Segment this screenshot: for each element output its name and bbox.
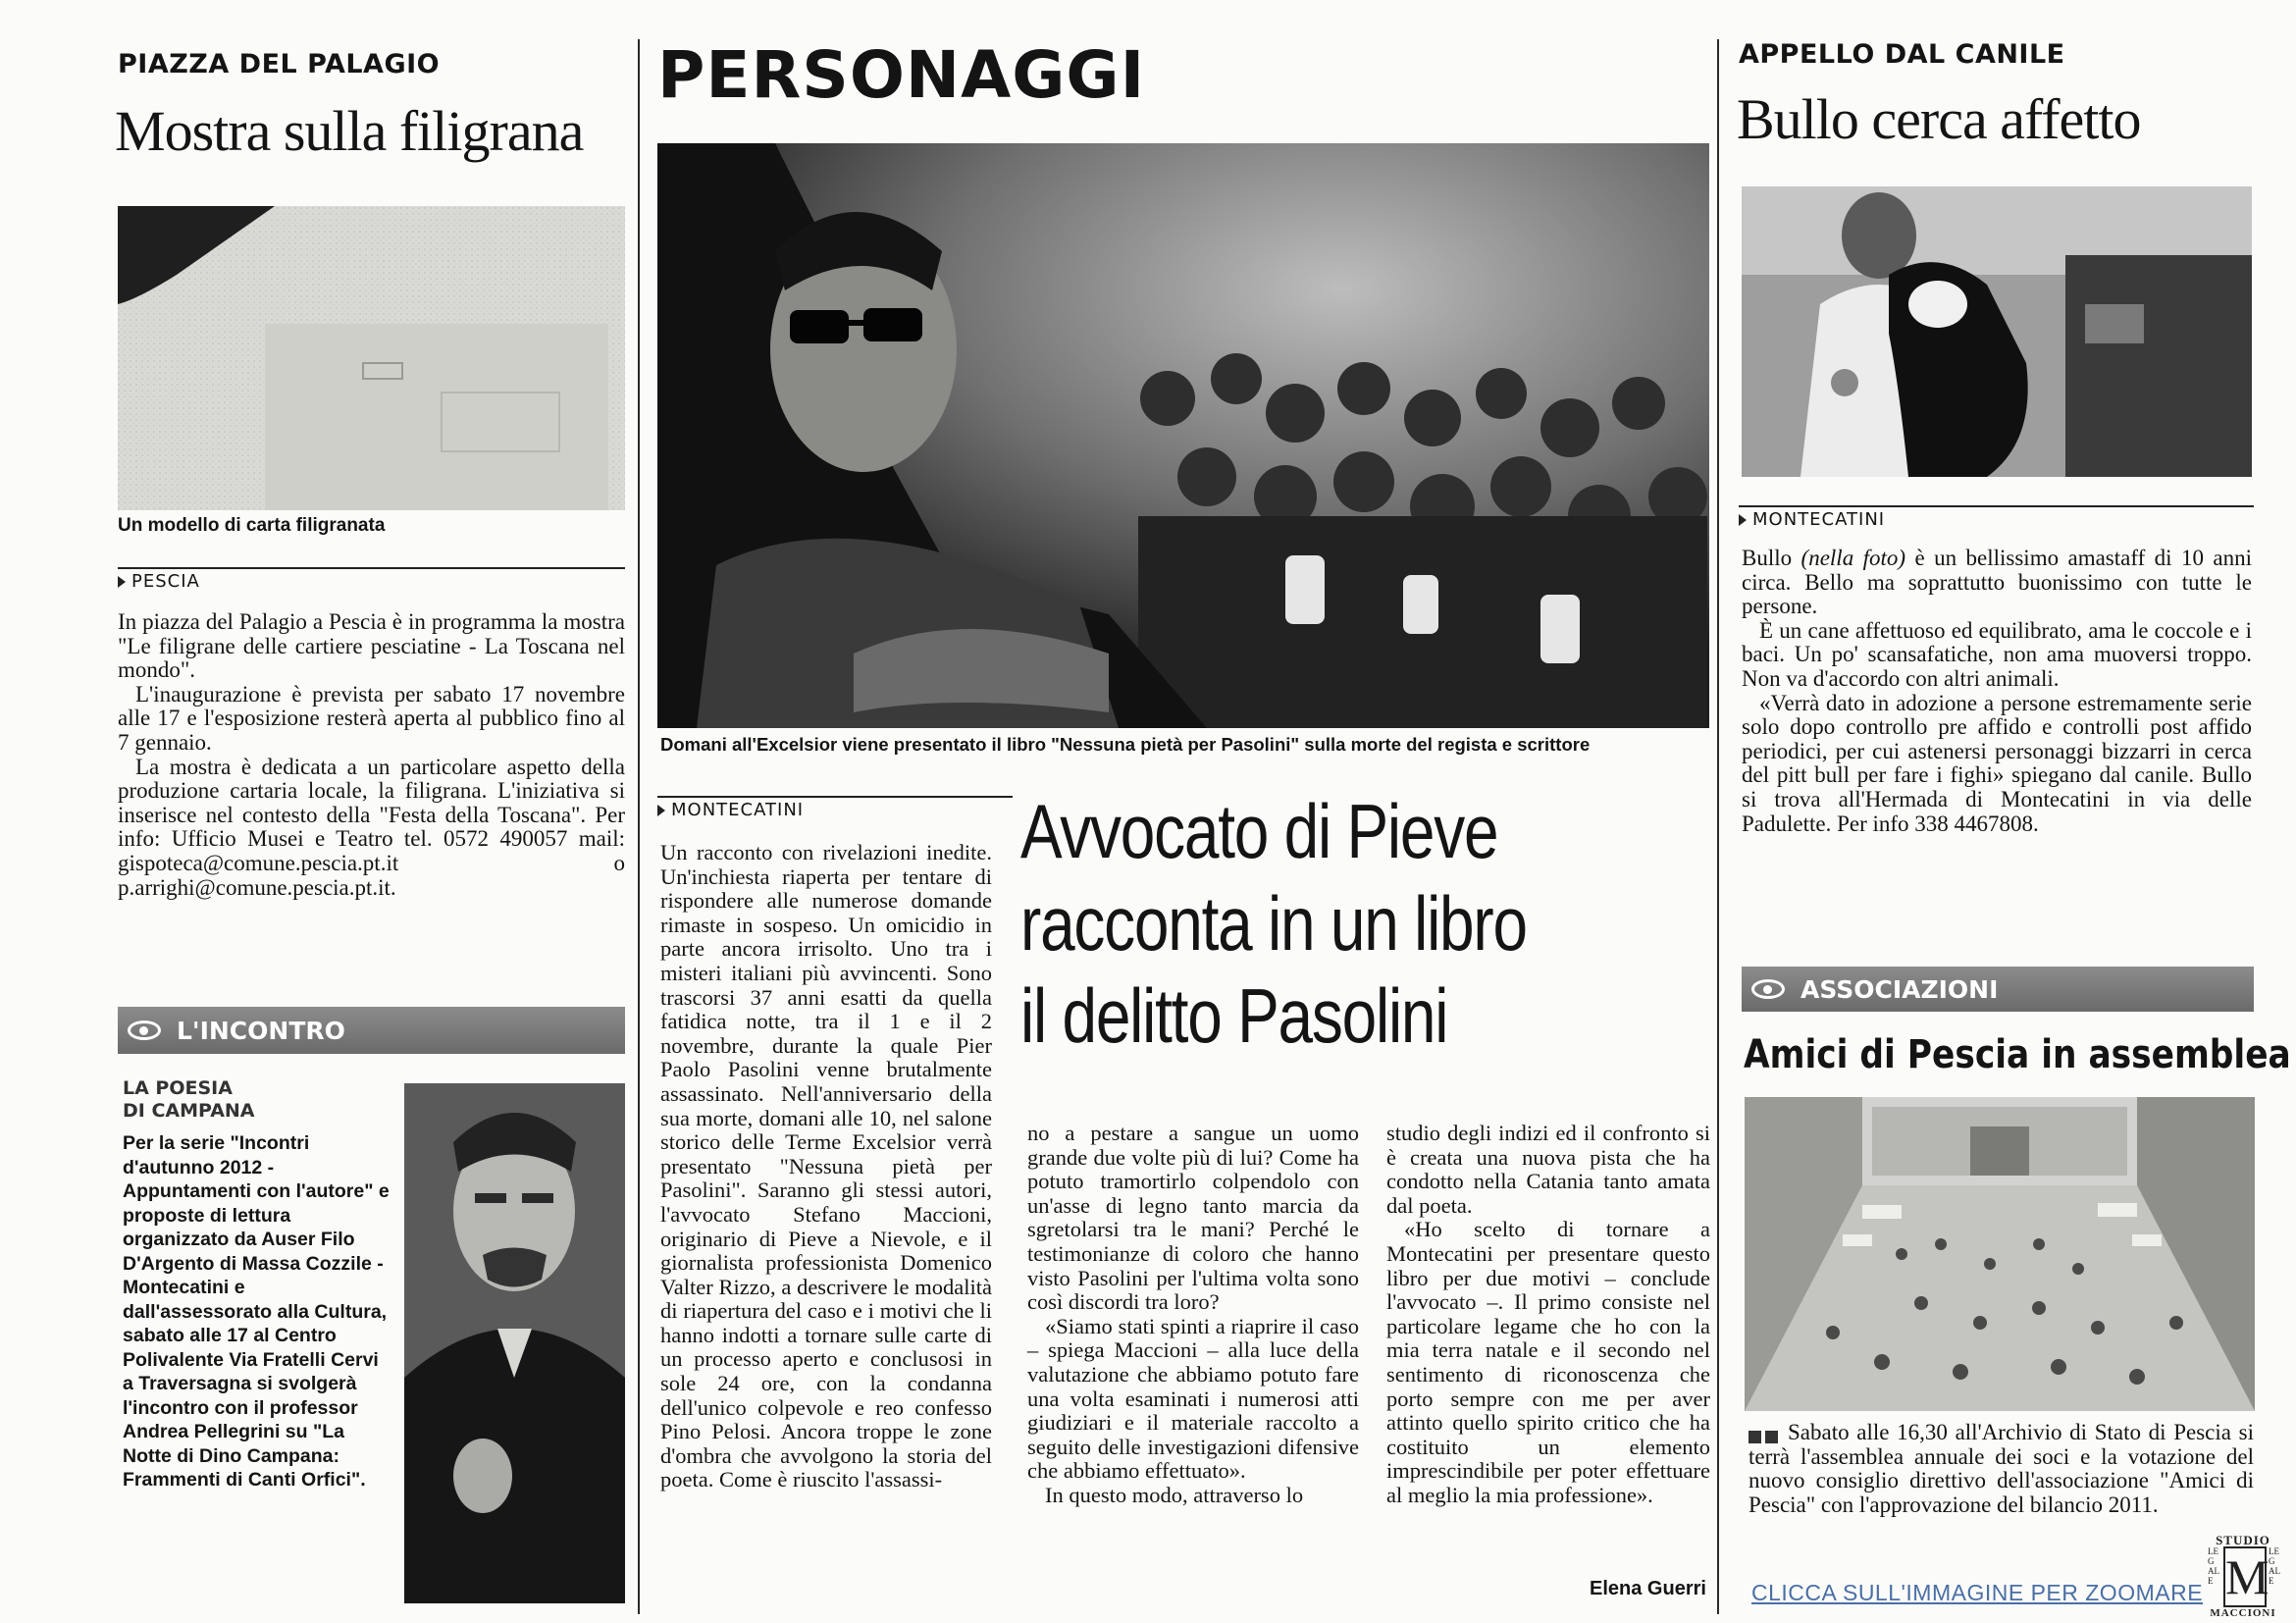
right-article-body	[1742, 547, 2252, 836]
main-article-col1	[660, 841, 992, 1492]
kicker-line: LA POESIA	[123, 1077, 233, 1099]
paragraph: In questo modo, attraverso lo	[1045, 1482, 1304, 1507]
logo-top-text: STUDIO	[2216, 1533, 2270, 1547]
associazioni-text: Sabato alle 16,30 all'Archivio di Stato di Pescia si terrà l'assemblea annuale dei soci e la votazione del nuovo consiglio direttivo dell'associazione "Amici di Pescia" con l'approvazione del bilancio 2011.	[1748, 1420, 2254, 1517]
right-location-tag	[1739, 505, 2254, 530]
location-label: MONTECATINI	[1752, 509, 1886, 530]
logo-bottom-text: MACCIONI	[2210, 1607, 2276, 1619]
incontro-kicker	[123, 1077, 255, 1123]
right-title: Bullo cerca affetto	[1737, 87, 2141, 151]
main-location-tag	[657, 796, 1013, 820]
pasolini-photo	[657, 143, 1709, 728]
triangle-icon	[657, 805, 665, 816]
logo-side-right: LEGALE	[2269, 1546, 2280, 1586]
eye-icon	[1751, 979, 1785, 999]
dog-photo	[1742, 186, 2252, 477]
byline: Elena Guerri	[1590, 1578, 1706, 1599]
headline-line: il delitto Pasolini	[1020, 972, 1448, 1059]
headline-line: racconta in un libro	[1020, 880, 1527, 967]
main-article-col2	[1027, 1122, 1359, 1508]
right-kicker: APPELLO DAL CANILE	[1739, 39, 2065, 70]
piazza-photo	[1745, 1097, 2255, 1411]
section-title: PERSONAGGI	[657, 37, 1146, 113]
paragraph: Un racconto con rivelazioni inedite. Un'inchiesta riaperta per tentare di rispondere alle numerose domande rimaste in sospeso. Un omicidio in parte ancora irrisolto. Uno tra i misteri italiani più avvincenti. Sono trascorsi 37 anni esatti da quella fatidica notte, tra il 1 e il 2 novembre, durante la quale Pier Paolo Pasolini venne brutalmente assassinato. Nell'anniversario della sua morte, domani alle 10, nel salone storico delle Terme Excelsior verrà presentato "Nessuna pietà per Pasolini". Saranno gli stessi autori, l'avvocato Stefano Maccioni, originario di Pieve a Nievole, e il giornalista professionista Domenico Valter Rizzo, a descrivere le modalità di riapertura del caso e i motivi che li hanno indotti a tornare sulle carte di un processo aperto e conclusosi in sole 24 ore, con la condanna dell'unico colpevole e reo confesso Pino Pelosi. Ancora troppe le zone d'ombra che avvolgono la storia del poeta. Come è riuscito l'assassi-	[660, 840, 992, 1492]
associazioni-bar-label: ASSOCIAZIONI	[1800, 974, 1999, 1004]
paragraph: «Verrà dato in adozione a persone estremamente serie solo dopo controllo pre affido e controlli post affido periodici, per cui astenersi personaggi bizzarri in cerca del pitt bull per fare i fighi» spiegano dal canile. Bullo si trova all'Hermada di Montecatini in via delle Padulette. Per info 338 4467808.	[1742, 690, 2252, 836]
text-run: è un bellissimo amastaff di 10 anni circa. Bello ma soprattutto buonissimo con tutte le persone.	[1742, 546, 2252, 619]
left-article-body	[118, 610, 625, 900]
triangle-icon	[118, 576, 126, 588]
column-rule	[638, 39, 640, 1614]
associazioni-title: Amici di Pescia in assemblea	[1744, 1032, 2291, 1077]
paragraph: studio degli indizi ed il confronto si è creata una nuova pista che ha condotto nella Catania tanto amata dal poeta.	[1386, 1121, 1710, 1218]
logo-letter: M	[2223, 1546, 2267, 1607]
location-label: MONTECATINI	[671, 800, 805, 820]
kicker-line: DI CAMPANA	[123, 1100, 255, 1122]
headline-line: Avvocato di Pieve	[1020, 788, 1498, 874]
left-photo-caption: Un modello di carta filigranata	[118, 515, 386, 536]
left-location-tag	[118, 567, 625, 592]
paragraph: L'inaugurazione è prevista per sabato 17 novembre alle 17 e l'esposizione resterà aperta al pubblico fino al 7 gennaio.	[118, 681, 625, 755]
paragraph: In piazza del Palagio a Pescia è in programma la mostra "Le filigrane delle cartiere pesciatine - La Toscana nel mondo".	[118, 609, 625, 683]
campana-portrait	[404, 1083, 625, 1603]
left-title: Mostra sulla filigrana	[115, 99, 584, 163]
zoom-link[interactable]: CLICCA SULL'IMMAGINE PER ZOOMARE	[1751, 1580, 2204, 1605]
eye-icon	[128, 1021, 161, 1040]
text-run: Bullo	[1742, 546, 1801, 570]
paragraph: «Ho scelto di tornare a Montecatini per presentare questo libro per due motivi – conclude l'avvocato –. Il primo consiste nel particolare legame che ho con la mia terra natale e il secondo nel sentimento di riconoscenza che porto sempre con me per aver attinto quello spirito critico che ha costituito un elemento imprescindibile per poter effettuare al meglio la mia professione».	[1386, 1217, 1710, 1507]
associazioni-bar	[1742, 967, 2254, 1012]
paragraph: «Siamo stati spinti a riaprire il caso – spiega Maccioni – alla luce della valutazione che abbiamo potuto fare una volta esaminati i numerosi atti giudiziari e il materiale raccolto a seguito delle investigazioni difensive che abbiamo effettuato».	[1027, 1313, 1359, 1484]
main-article-col3	[1386, 1122, 1710, 1508]
left-kicker: PIAZZA DEL PALAGIO	[118, 49, 441, 79]
paragraph: La mostra è dedicata a un particolare aspetto della produzione cartaria locale, la filigrana. L'iniziativa si inserisce nel contesto della "Festa della Toscana". Per info: Ufficio Musei e Teatro tel. 0572 490057 mail: gispoteca@comune.pescia.pt.it o p.arrighi@comune.pescia.pt.it.	[118, 754, 625, 900]
filigree-photo	[118, 206, 625, 510]
paragraph: È un cane affettuoso ed equilibrato, ama le coccole e i baci. Un po' scansafatiche, non ama muoversi troppo. Non va d'accordo con altri animali.	[1742, 617, 2252, 691]
main-headline	[1020, 785, 1527, 1062]
paragraph: no a pestare a sangue un uomo grande due volte più di lui? Come ha potuto tramortirlo colpendolo con un'asse di legno tanto marcia da sgretolarsi tra le mani? Perché le testimonianze di coloro che hanno visto Pasolini per l'ultima volta sono così discordi tra loro?	[1027, 1121, 1359, 1315]
logo-side-left: LEGALE	[2208, 1546, 2219, 1586]
location-label: PESCIA	[131, 571, 200, 592]
paragraph	[1742, 547, 2252, 619]
column-rule	[1717, 39, 1719, 1614]
studio-maccioni-logo	[2198, 1533, 2288, 1621]
incontro-bar	[118, 1007, 625, 1054]
triangle-icon	[1739, 514, 1747, 526]
main-photo-caption: Domani all'Excelsior viene presentato il libro "Nessuna pietà per Pasolini" sulla morte del regista e scrittore	[660, 734, 1591, 755]
text-run: (nella foto)	[1800, 546, 1906, 570]
incontro-bar-label: L'INCONTRO	[177, 1016, 345, 1045]
incontro-text: Per la serie "Incontri d'autunno 2012 - Appuntamenti con l'autore" e proposte di lettura organizzato da Auser Filo D'Argento di Massa Cozzile -Montecatini e dall'assessorato alla Cultura, sabato alle 17 al Centro Polivalente Via Fratelli Cervi a Traversagna si svolgerà l'incontro con il professor Andrea Pellegrini su "La Notte di Dino Campana: Frammenti di Canti Orfici".	[123, 1132, 390, 1491]
